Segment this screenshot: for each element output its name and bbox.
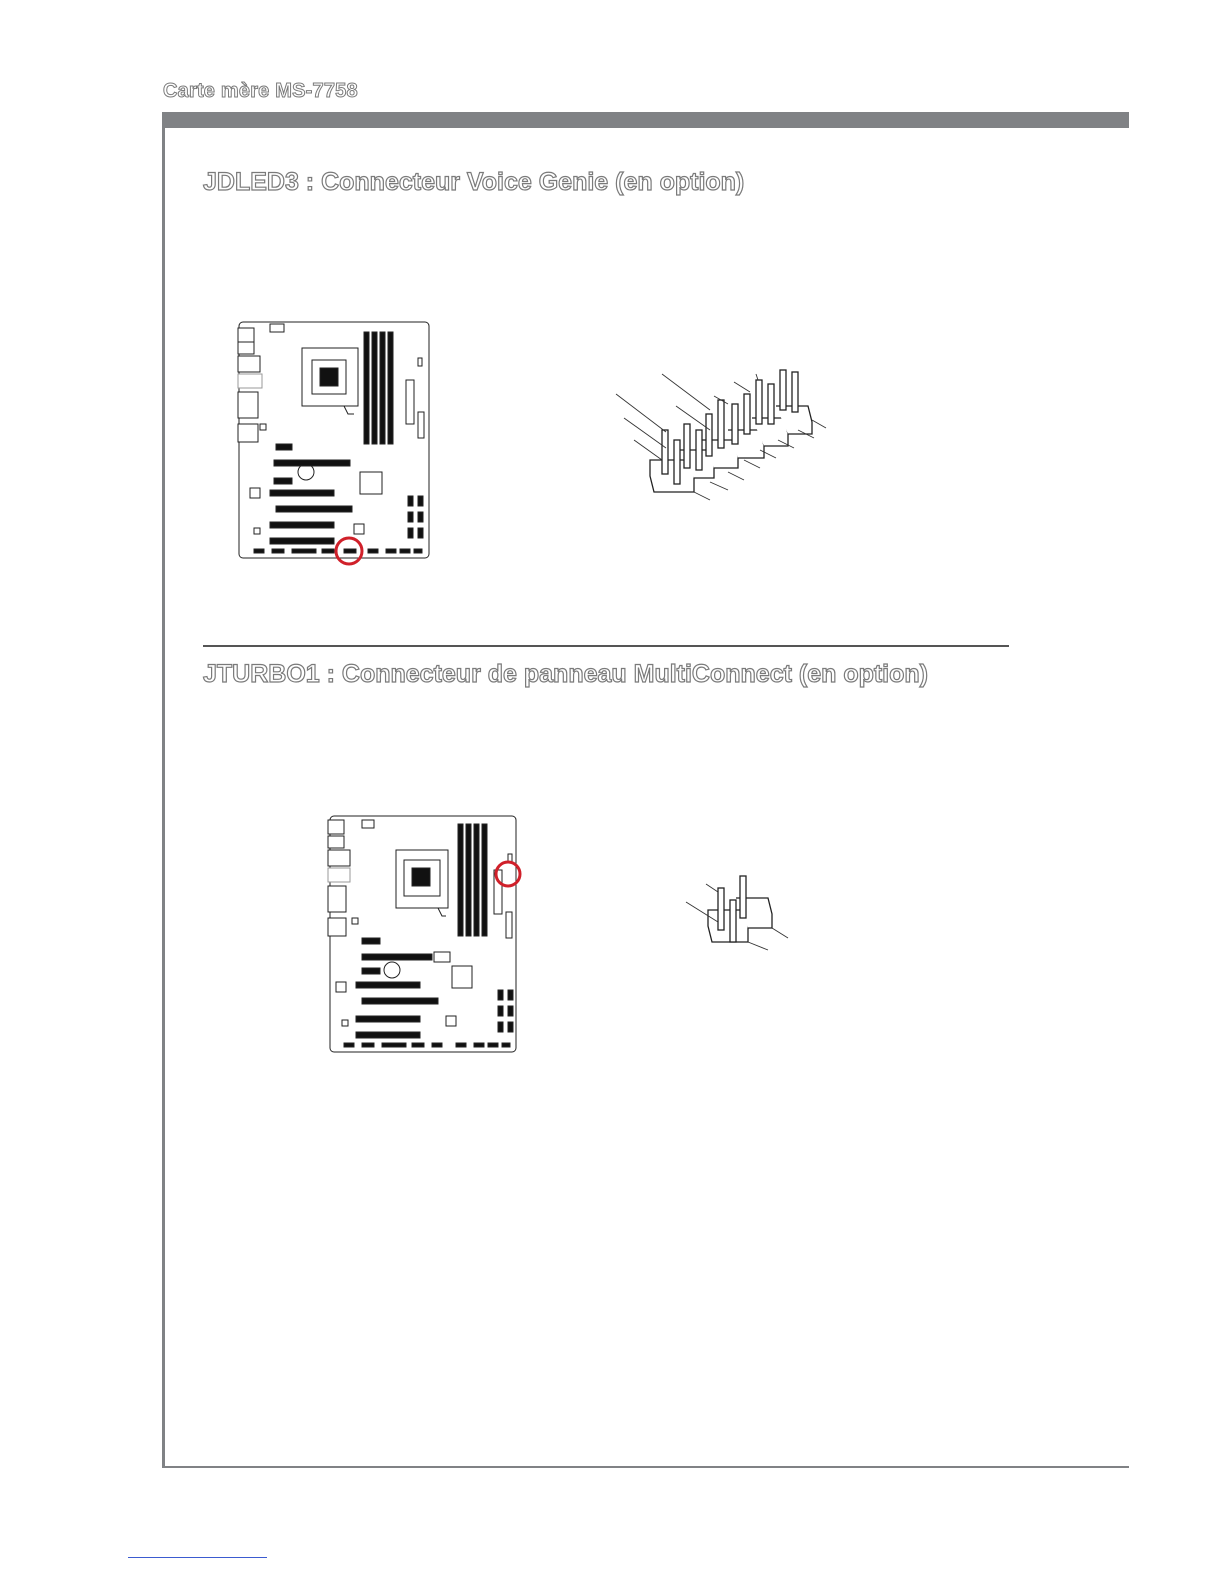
- section-title-jturbo1: JTURBO1 : Connecteur de panneau MultiConnect (en option): [203, 660, 928, 688]
- header-bar: [163, 112, 1129, 128]
- jturbo1-pin-header-diagram: [684, 870, 794, 954]
- jdled3-pin-header-diagram: [610, 360, 840, 510]
- left-margin-rule: [162, 112, 165, 1468]
- bottom-rule: [162, 1466, 1129, 1468]
- bottom-link-underline: [128, 1557, 267, 1558]
- section-title-jdled3: JDLED3 : Connecteur Voice Genie (en option): [203, 168, 745, 196]
- page-header-title: Carte mère MS-7758: [163, 80, 358, 102]
- motherboard-diagram-jdled3: [236, 320, 432, 566]
- motherboard-diagram-jturbo1: [322, 814, 522, 1060]
- section-divider: [203, 645, 1009, 647]
